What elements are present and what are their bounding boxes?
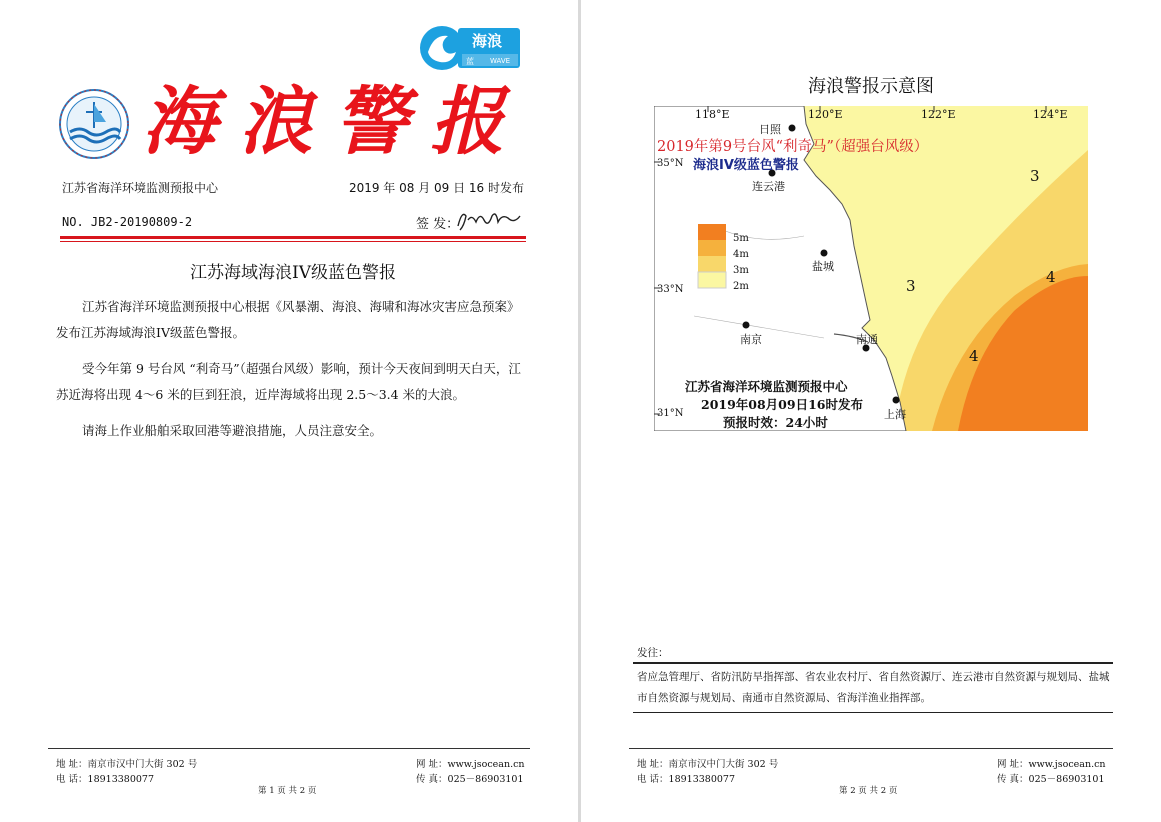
footer-address: 地 址：南京市汉中门大街 302 号: [56, 759, 198, 770]
sign-label: 签 发：: [416, 217, 460, 232]
footer-website: 网 址：www.jsocean.cn: [997, 759, 1106, 770]
issuer-name: 江苏省海洋环境监测预报中心: [62, 181, 219, 195]
city-label-nantong: 南通: [856, 333, 878, 346]
city-label-rizhao: 日照: [759, 123, 781, 136]
map-issuer-line-1: 江苏省海洋环境监测预报中心: [685, 379, 848, 394]
lat-label-31: 31°N: [657, 408, 684, 419]
document-number: NO. JB2-20190809-2: [62, 215, 193, 229]
page-number: 第 1 页 共 2 页: [258, 786, 317, 796]
page-number: 第 2 页 共 2 页: [839, 786, 898, 796]
lon-label-118: 118°E: [695, 108, 730, 121]
footer-phone: 电 话：18913380077: [56, 774, 155, 785]
body-paragraph-2: 受今年第 9 号台风 “利奇马”（超强台风级）影响，预计今天夜间到明天白天，江苏近海将出现 4～6 米的巨到狂浪，近岸海域将出现 2.5～3.4 米的大浪。: [56, 361, 521, 402]
city-label-yancheng: 盐城: [812, 260, 834, 273]
legend-label-2m: 2m: [733, 281, 749, 292]
logo-badge-small-cn: 蓝: [466, 57, 474, 66]
footer-rule: [48, 748, 530, 749]
red-header-rule: [60, 236, 526, 239]
legend-swatch-3m: [698, 256, 726, 272]
distribution-list: 省应急管理厅、省防汛防旱指挥部、省农业农村厅、省自然资源厅、连云港市自然资源与规划局、盐城市自然资源与规划局、南通市自然资源局、省海洋渔业指挥部。: [637, 671, 1110, 704]
city-dot-yancheng: [821, 250, 828, 257]
red-header-rule-thin: [60, 241, 526, 242]
lat-label-35: 35°N: [657, 158, 684, 169]
city-dot-rizhao: [789, 125, 796, 132]
footer-fax: 传 真：025－86903101: [997, 774, 1105, 785]
map-title: 海浪警报示意图: [808, 76, 934, 97]
body-paragraph-1: 江苏省海洋环境监测预报中心根据《风暴潮、海浪、海啸和海冰灾害应急预案》发布江苏海域海浪IV级蓝色警报。: [56, 299, 520, 340]
page-2: [581, 0, 1161, 822]
lat-label-33: 33°N: [657, 284, 684, 295]
map-issuer-line-2: 2019年08月09日16时发布: [701, 397, 863, 412]
legend-swatch-2m: [698, 272, 726, 288]
distribution-rule-top: [633, 662, 1113, 664]
map-issuer-line-3: 预报时效：24小时: [723, 415, 828, 430]
city-dot-nanjing: [743, 322, 750, 329]
body-paragraph-3: 请海上作业船舶采取回港等避浪措施，人员注意安全。: [82, 423, 383, 438]
logo-badge-text: 海浪: [472, 32, 503, 50]
distribution-rule-bottom: [633, 712, 1113, 713]
legend-label-4m: 4m: [733, 249, 749, 260]
masthead-title: 海浪警报: [142, 79, 526, 165]
footer-fax: 传 真：025－86903101: [416, 774, 524, 785]
typhoon-label: 2019年第9号台风“利奇马”（超强台风级）: [657, 139, 929, 155]
legend-swatch-5m: [698, 224, 726, 240]
issue-date: 2019 年 08 月 09 日 16 时发布: [348, 181, 524, 195]
page-1: [0, 0, 578, 822]
contour-label-4-east: 4: [1046, 268, 1056, 286]
city-label-lianyungang: 连云港: [752, 180, 785, 193]
city-label-nanjing: 南京: [740, 333, 762, 346]
city-dot-shanghai: [893, 397, 900, 404]
footer-rule: [629, 748, 1113, 749]
distribute-label: 发往：: [637, 647, 669, 659]
lon-label-124: 124°E: [1033, 108, 1068, 121]
city-label-shanghai: 上海: [884, 408, 906, 421]
document-title: 江苏海域海浪IV级蓝色警报: [190, 263, 396, 283]
lon-label-122: 122°E: [921, 108, 956, 121]
ocean-emblem-icon: [58, 88, 130, 160]
legend-label-3m: 3m: [733, 265, 749, 276]
footer-address: 地 址：南京市汉中门大街 302 号: [637, 759, 779, 770]
contour-label-3-north: 3: [1030, 167, 1040, 185]
contour-label-4-south: 4: [969, 347, 979, 365]
footer-website: 网 址：www.jsocean.cn: [416, 759, 525, 770]
logo-badge-small-en: WAVE: [490, 57, 511, 65]
legend-swatch-4m: [698, 240, 726, 256]
alert-level-label: 海浪IV级蓝色警报: [693, 158, 799, 173]
handwritten-signature: [454, 206, 524, 232]
footer-phone: 电 话：18913380077: [637, 774, 736, 785]
contour-label-3-south: 3: [906, 277, 916, 295]
legend-label-5m: 5m: [733, 233, 749, 244]
lon-label-120: 120°E: [808, 108, 843, 121]
